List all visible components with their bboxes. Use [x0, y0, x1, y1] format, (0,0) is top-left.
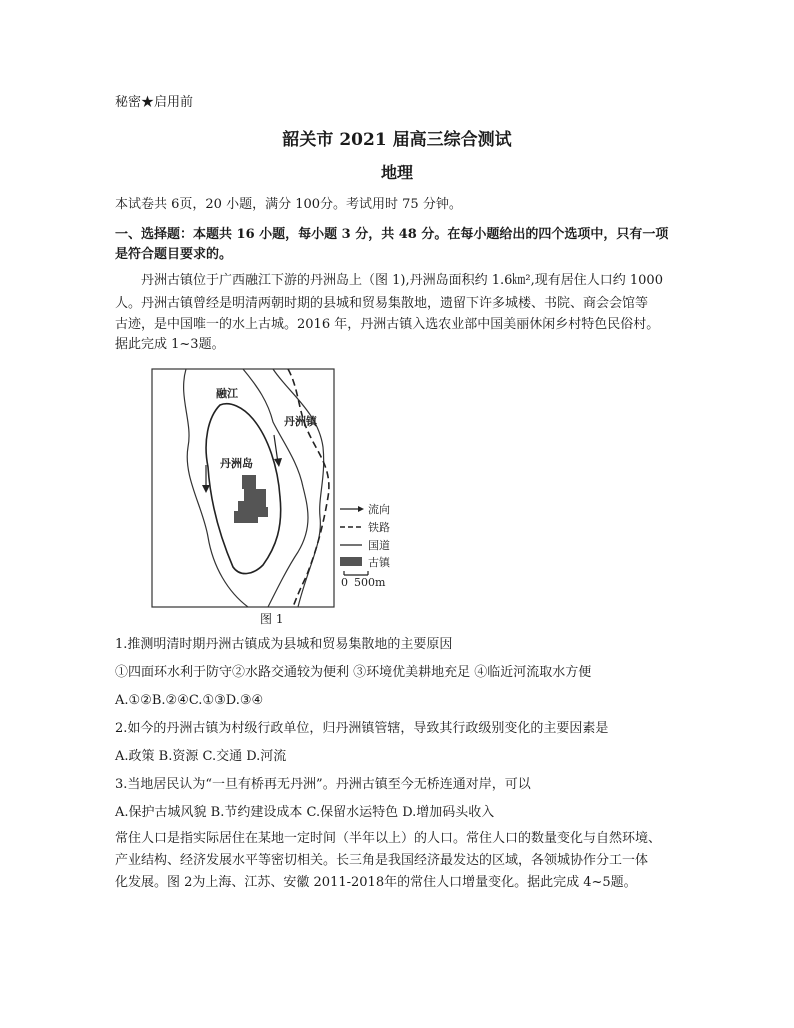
legend-highway: 国道 [368, 539, 390, 552]
scale-zero: 0 [341, 576, 348, 589]
exam-intro: 本试卷共 6页，20 小题，满分 100分。考试用时 75 分钟。 [115, 197, 462, 212]
flow-arrow-right [274, 435, 282, 467]
river-label: 融江 [216, 387, 238, 400]
legend-flow: 流向 [368, 503, 390, 516]
scale-value: 500m [354, 576, 386, 589]
question-3: 3.当地居民认为“一旦有桥再无丹洲”。丹洲古镇至今无桥连通对岸，可以 [115, 777, 531, 792]
confidential-mark: 秘密★启用前 [115, 95, 194, 110]
map-legend [340, 502, 391, 589]
question-1-items: ①四面环水利于防守②水路交通较为便利 ③环境优美耕地充足 ④临近河流取水方便 [115, 665, 592, 680]
section-heading-line2: 是符合题目要求的。 [115, 247, 233, 262]
section-heading-line1: 一、选择题：本题共 16 小题，每小题 3 分，共 48 分。在每小题给出的四个选项中，只有一项 [115, 227, 669, 242]
island-label: 丹洲岛 [220, 457, 253, 470]
figure1-caption: 图 1 [260, 612, 284, 626]
legend-old-town: 古镇 [368, 556, 390, 569]
question-2: 2.如今的丹洲古镇为村级行政单位，归丹洲镇管辖，导致其行政级别变化的主要因素是 [115, 721, 609, 736]
passage1-line2: 人。丹洲古镇曾经是明清两朝时期的县城和贸易集散地，遗留下许多城楼、书院、商会会馆等 [115, 296, 649, 311]
question-2-options: A.政策 B.资源 C.交通 D.河流 [115, 749, 287, 764]
question-1-options: A.①②B.②④C.①③D.③④ [115, 693, 264, 708]
figure1-map [148, 367, 448, 610]
subject-title: 地理 [380, 163, 413, 182]
passage2-line2: 产业结构、经济发展水平等密切相关。长三角是我国经济最发达的区域，各领城协作分工一体 [115, 853, 649, 868]
passage1-line1: 丹洲古镇位于广西融江下游的丹洲岛上（图 1),丹洲岛面积约 1.6㎞²,现有居住人口约 1000 [115, 273, 663, 288]
passage2-line1: 常住人口是指实际居住在某地一定时间（半年以上）的人口。常住人口的数量变化与自然环境、 [115, 831, 662, 846]
question-1: 1.推测明清时期丹洲古镇成为县城和贸易集散地的主要原因 [115, 637, 453, 652]
passage1-line4: 据此完成 1~3题。 [115, 337, 225, 352]
question-3-options: A.保护古城风貌 B.节约建设成本 C.保留水运特色 D.增加码头收入 [115, 805, 495, 820]
passage2-line3: 化发展。图 2为上海、江苏、安徽 2011-2018年的常住人口增量变化。据此完成 4~5题。 [115, 875, 637, 890]
old-town-blocks [234, 475, 268, 523]
railway [288, 369, 329, 607]
passage1-line3: 古迹，是中国唯一的水上古城。2016 年，丹洲古镇入选农业部中国美丽休闲乡村特色民俗村。 [115, 317, 660, 332]
exam-title: 韶关市 2021 届高三综合测试 [282, 130, 512, 150]
town-label: 丹洲镇 [284, 415, 317, 428]
legend-railway: 铁路 [368, 521, 390, 534]
national-highway [273, 369, 324, 607]
